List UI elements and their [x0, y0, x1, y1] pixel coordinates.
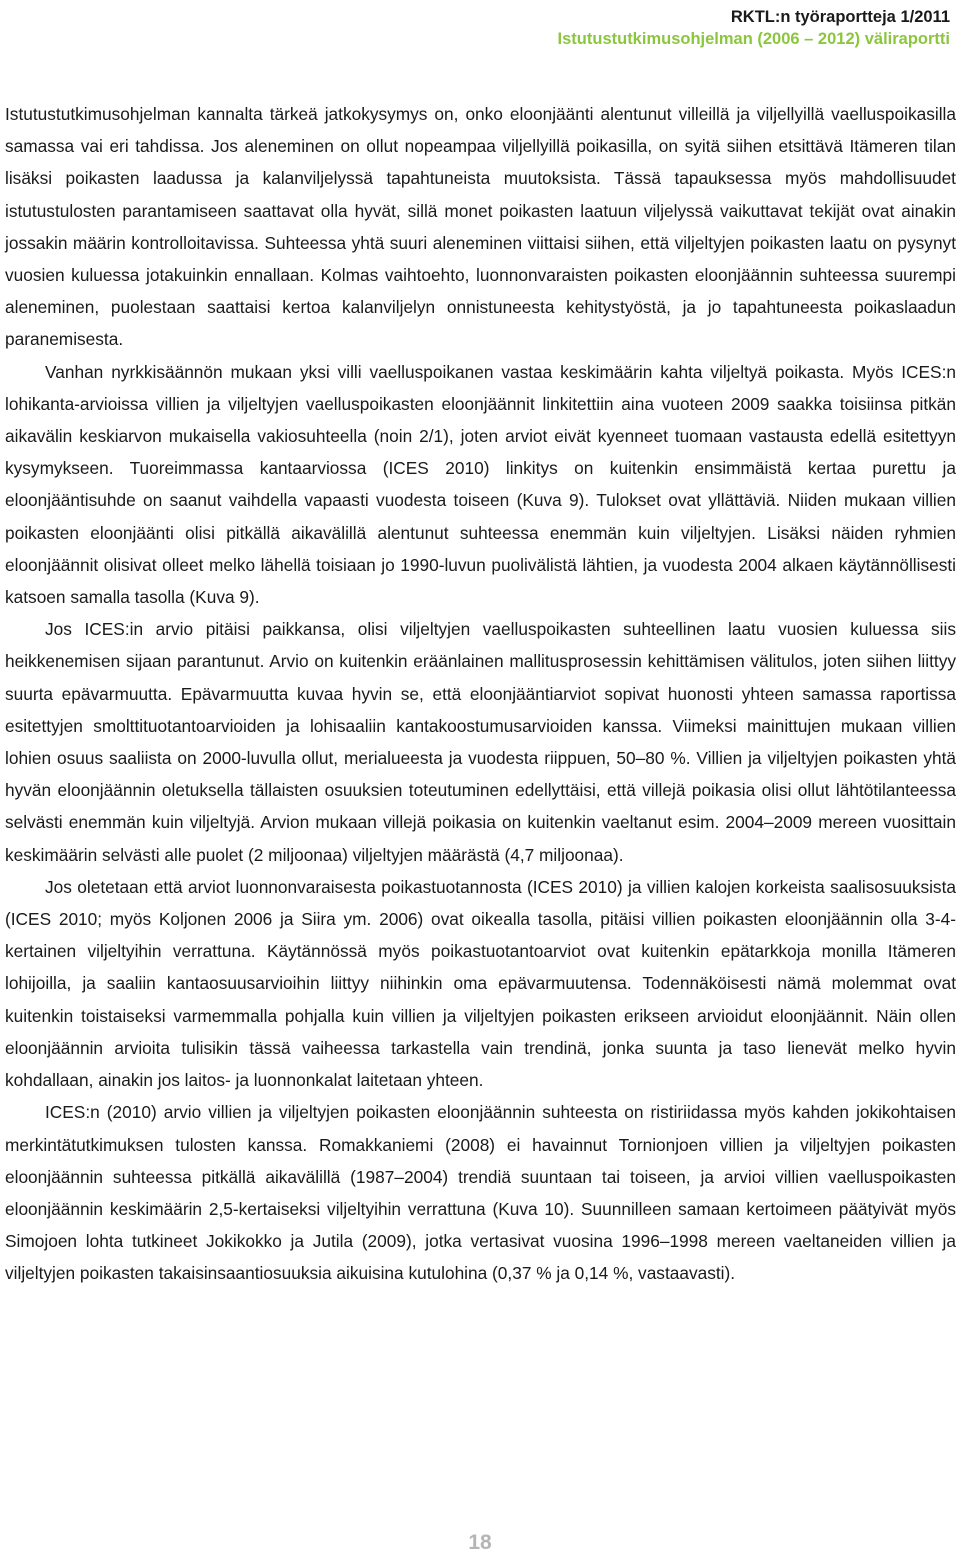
paragraph-4: Jos oletetaan että arviot luonnonvaraisesta poikastuotannosta (ICES 2010) ja villien kalojen korkeista saalisosuuksista (ICES 2010; myös Koljonen 2006 ja Siira ym. 2006) ovat oikealla tasolla, pitäisi villien poikasten eloonjäännin olla 3-4-kertainen viljeltyihin verrattuna. Käytännössä myös poikastuotantoarviot ovat kuitenkin epätarkkoja monilla Itämeren lohijoilla, ja saaliin kantaosuusarvioihin liittyy niihinkin oma epävarmuutensa. Todennäköisesti nämä molemmat ovat kuitenkin toistaiseksi varmemmalla pohjalla kuin villien ja viljeltyjen poikasten erikseen arvioidut eloonjäännit. Näin ollen eloonjäännin arvioita tulisikin tässä vaiheessa tarkastella vain trendinä, jonka suunta ja taso lienevät melko hyvin kohdallaan, ainakin jos laitos- ja luonnonkalat laitetaan yhteen. [5, 876, 956, 1091]
page-number: 18 [468, 1531, 492, 1554]
running-header [558, 6, 950, 50]
report-subtitle: Istutustutkimusohjelman (2006 – 2012) väliraportti [557, 30, 950, 48]
body-text [5, 98, 956, 1290]
report-series-title: RKTL:n työraportteja 1/2011 [730, 8, 950, 26]
paragraph-1: Istutustutkimusohjelman kannalta tärkeä jatkokysymys on, onko eloonjäänti alentunut villeillä ja viljellyillä vaelluspoikasilla samassa vai eri tahdissa. Jos aleneminen on ollut nopeampaa viljellyillä poikasilla, on syitä siihen etsittävä Itämeren tilan lisäksi poikasten laadussa ja kalanviljelyssä tapahtuneista muutoksista. Tässä tapauksessa myös mahdollisuudet istutustulosten parantamiseen saattavat olla hyvät, sillä monet poikasten laatuun viljelyssä vaikuttavat tekijät ovat ainakin jossakin määrin kontrolloitavissa. Suhteessa yhtä suuri aleneminen viittaisi siihen, että viljeltyjen poikasten laatu on pysynyt vuosien kuluessa jotakuinkin ennallaan. Kolmas vaihtoehto, luonnonvaraisten poikasten eloonjäännin suhteessa suurempi aleneminen, puolestaan saattaisi kertoa kalanviljelyn onnistuneesta kehitystyöstä, ja jo tapahtuneesta poikaslaadun paranemisesta. [5, 104, 956, 350]
paragraph-3: Jos ICES:in arvio pitäisi paikkansa, olisi viljeltyjen vaelluspoikasten suhteellinen laatu vuosien kuluessa siis heikkenemisen sijaan parantunut. Arvio on kuitenkin eräänlainen mallitusprosessin kehittämisen välitulos, joten siihen liittyy suurta epävarmuutta. Epävarmuutta kuvaa hyvin se, että eloonjääntiarviot sopivat huonosti yhteen samassa raportissa esitettyjen smolttituotantoarvioiden ja lohisaaliin kantakoostumusarvioiden kanssa. Viimeksi mainittujen mukaan villien lohien osuus saaliista on 2000-luvulla ollut, merialueesta ja vuodesta riippuen, 50–80 %. Villien ja viljeltyjen poikasten yhtä hyvän eloonjäännin oletuksella tällaisten osuuksien toteutuminen edellyttäisi, että villejä poikasia olisi ollut lähtötilanteessa selvästi enemmän kuin viljeltyjä. Arvion mukaan villejä poikasia on kuitenkin vaeltanut esim. 2004–2009 mereen vuosittain keskimäärin selvästi alle puolet (2 miljoonaa) viljeltyjen määrästä (4,7 miljoonaa). [5, 619, 956, 865]
paragraph-2: Vanhan nyrkkisäännön mukaan yksi villi vaelluspoikanen vastaa keskimäärin kahta viljeltyä poikasta. Myös ICES:n lohikanta-arvioissa villien ja viljeltyjen vaelluspoikasten eloonjäännit linkitettiin aina vuoteen 2009 saakka toisiinsa pitkän aikavälin keskiarvon mukaisella vakiosuhteella (noin 2/1), joten arviot eivät kyenneet tuomaan vastausta edellä esitettyyn kysymykseen. Tuoreimmassa kantaarviossa (ICES 2010) linkitys on kuitenkin ensimmäistä kertaa purettu ja eloonjääntisuhde on saanut vaihdella vapaasti vuodesta toiseen (Kuva 9). Tulokset ovat yllättäviä. Niiden mukaan villien poikasten eloonjäänti olisi pitkällä aikavälillä alentunut suhteessa enemmän kuin viljeltyjen. Lisäksi näiden ryhmien eloonjäännit olisivat olleet melko lähellä toisiaan jo 1990-luvun puolivälistä lähtien, ja vuodesta 2004 alkaen käytännöllisesti katsoen samalla tasolla (Kuva 9). [5, 361, 956, 608]
paragraph-5: ICES:n (2010) arvio villien ja viljeltyjen poikasten eloonjäännin suhteesta on ristiriidassa myös kahden jokikohtaisen merkintätutkimuksen tulosten kanssa. Romakkaniemi (2008) ei havainnut Tornionjoen villien ja viljeltyjen poikasten eloonjäännin suhteessa pitkällä aikavälillä (1987–2004) trendiä suuntaan tai toiseen, ja arvioi villien vaelluspoikasten eloonjäännin keskimäärin 2,5-kertaiseksi viljeltyihin verrattuna (Kuva 10). Suunnilleen samaan kertoimeen päätyivät myös Simojoen lohta tutkineet Jokikokko ja Jutila (2009), jotka vertasivat vuosina 1996–1998 mereen vaeltaneiden villien ja viljeltyjen poikasten takaisinsaantiosuuksia aikuisina kutulohina (0,37 % ja 0,14 %, vastaavasti). [5, 1102, 956, 1284]
